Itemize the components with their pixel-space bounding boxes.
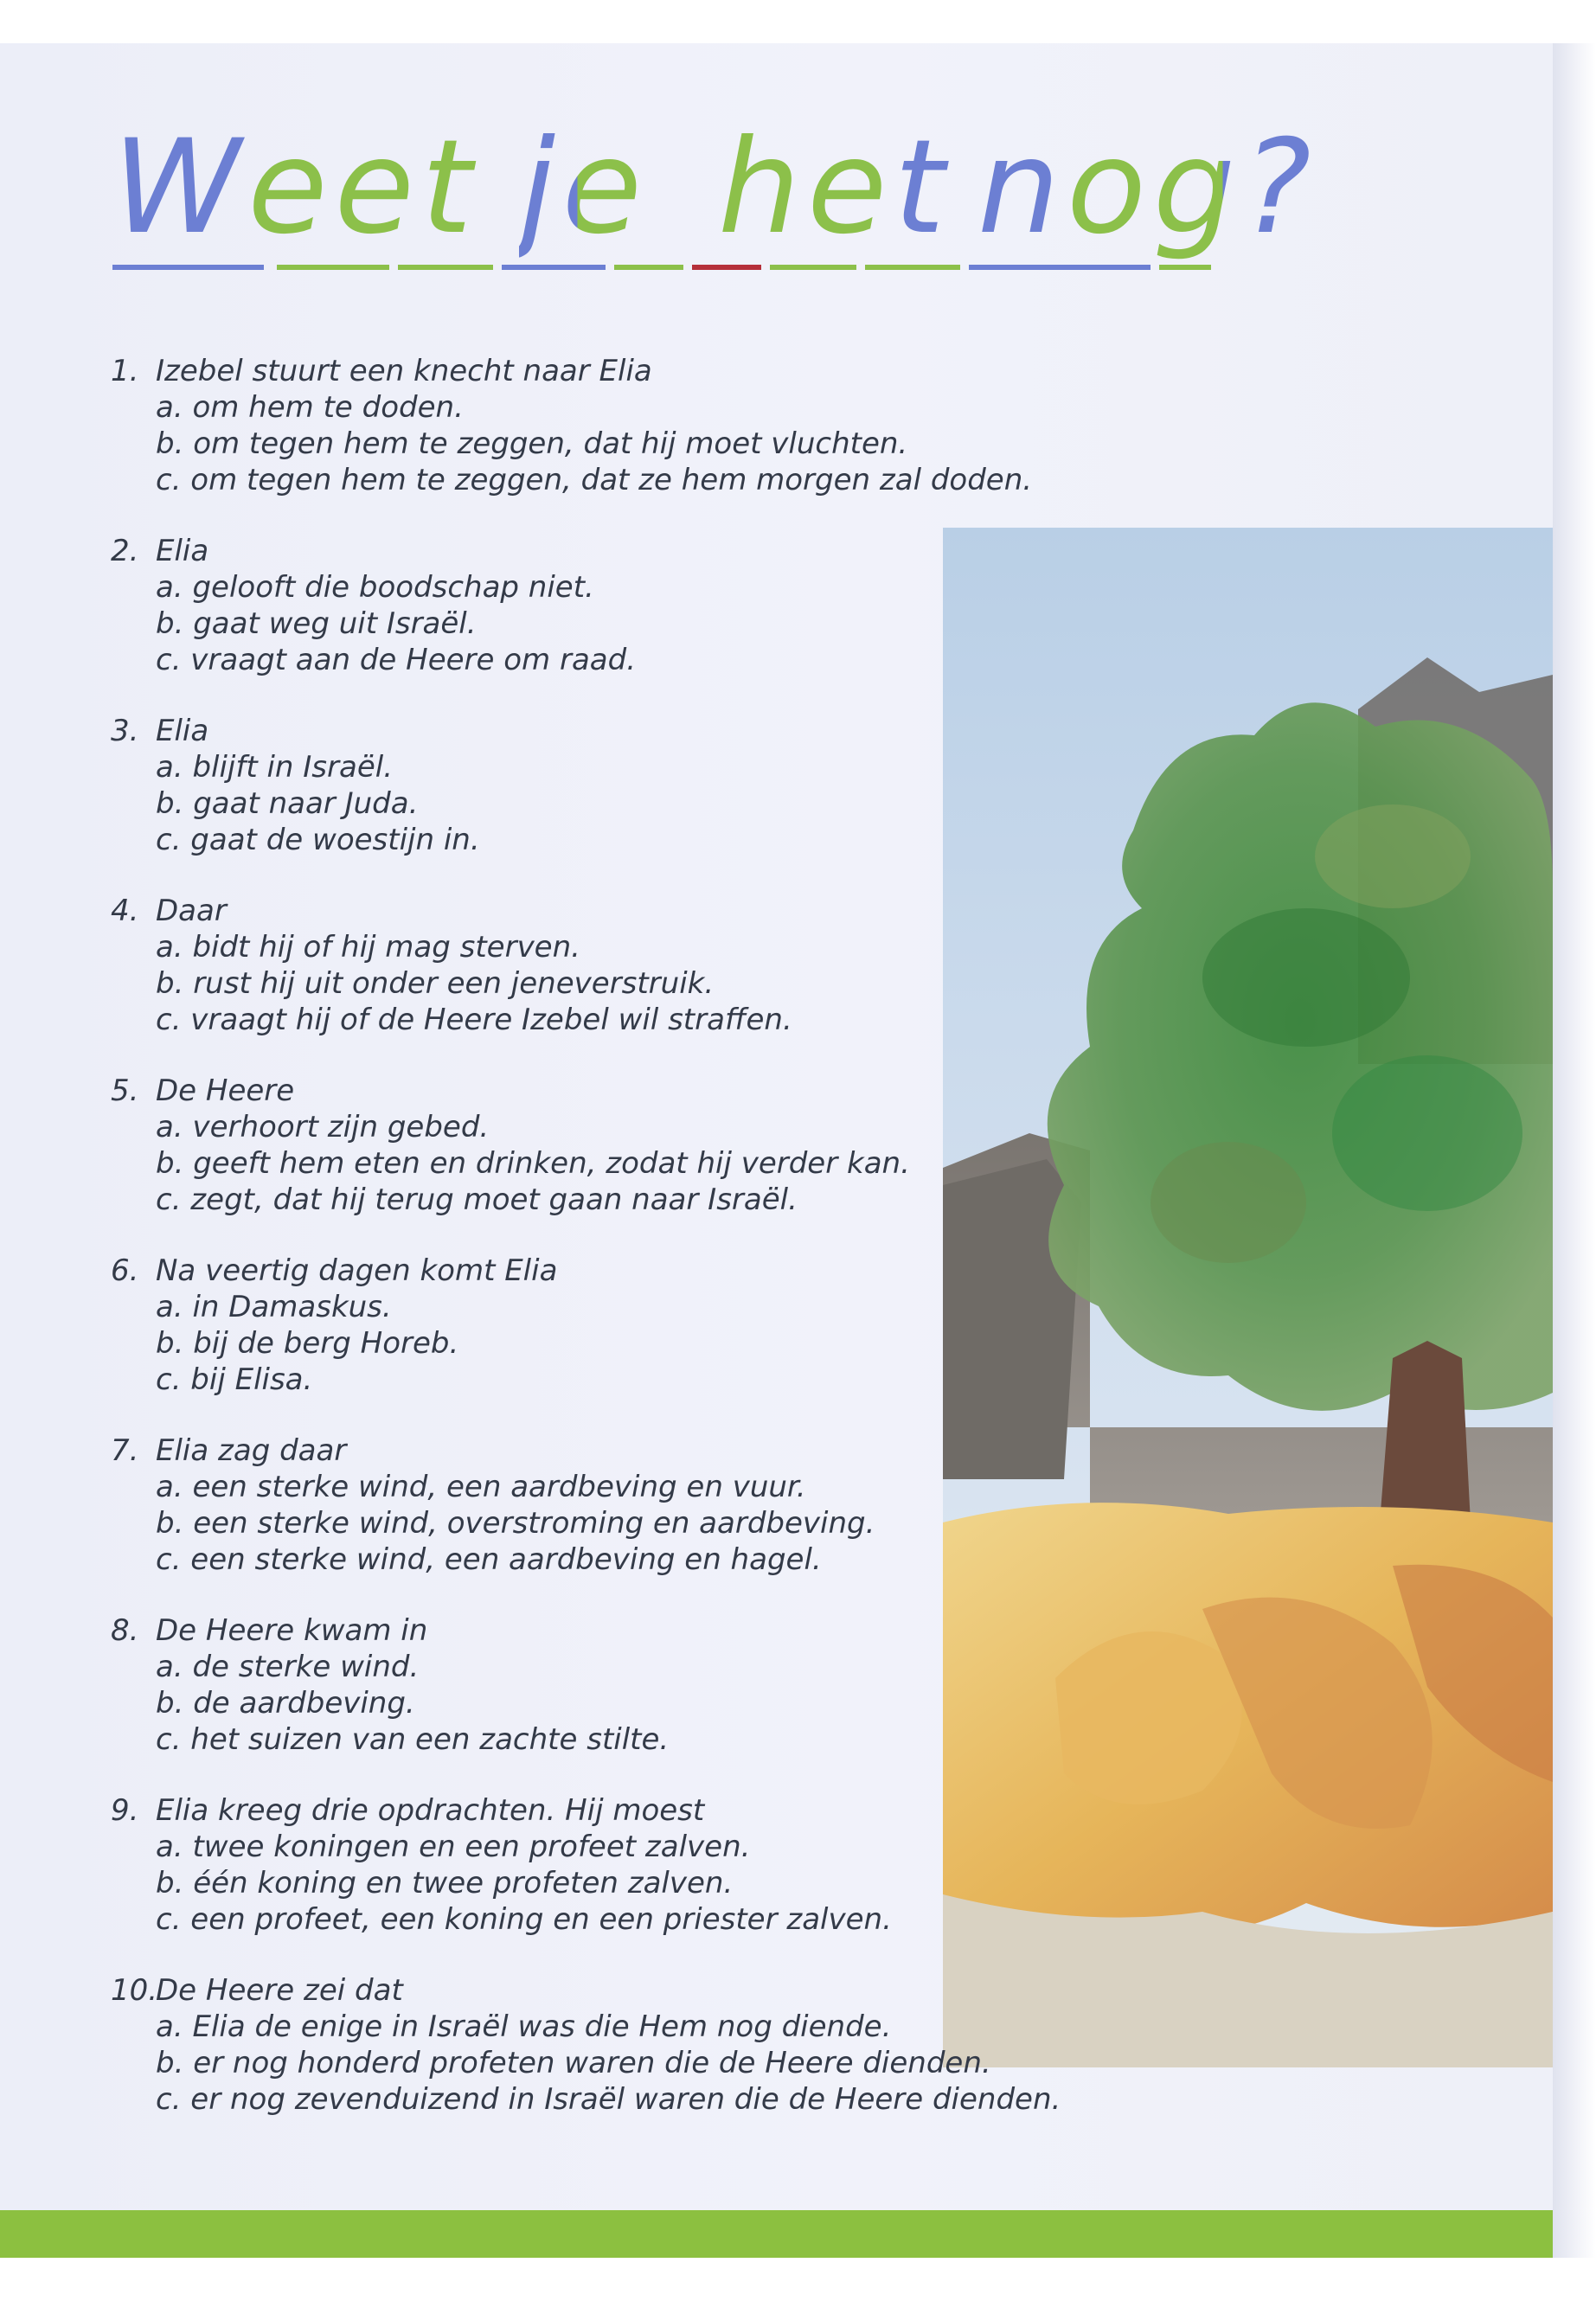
title-guideline — [770, 265, 856, 270]
title-guideline — [865, 265, 960, 270]
answer-option-a: a. twee koningen en een profeet zalven. — [156, 1830, 751, 1864]
workbook-page — [0, 43, 1553, 2258]
answer-option-c: c. om tegen hem te zeggen, dat ze hem morgen zal doden. — [156, 463, 1033, 497]
question-stem — [111, 353, 1149, 389]
title-text-nog: nog? — [977, 112, 1318, 263]
answer-option-b: b. een sterke wind, overstroming en aardbeving. — [156, 1506, 875, 1541]
question-number: 6. — [111, 1253, 139, 1288]
answer-option-c: c. een profeet, een koning en een priester zalven. — [156, 1902, 892, 1937]
question-stem — [111, 1433, 1149, 1469]
question-text: De Heere kwam in — [156, 1613, 428, 1648]
question-text: Elia — [156, 534, 209, 568]
title-text-je: je — [519, 112, 649, 263]
answer-option-a: a. verhoort zijn gebed. — [156, 1110, 490, 1144]
question-text: De Heere zei dat — [156, 1973, 403, 2008]
question-stem — [111, 1253, 1149, 1289]
question-1 — [111, 353, 1149, 498]
answer-option-b: b. de aardbeving. — [156, 1686, 415, 1721]
answer-option-b: b. gaat naar Juda. — [156, 786, 419, 821]
title-guideline — [1159, 265, 1211, 270]
question-number: 3. — [111, 714, 139, 748]
question-number: 10. — [111, 1973, 158, 2008]
question-5 — [111, 1073, 1149, 1218]
question-stem — [111, 1612, 1149, 1649]
question-stem — [111, 1792, 1149, 1829]
title-word-het — [718, 112, 952, 263]
answer-option-b: b. er nog honderd profeten waren die de Heere dienden. — [156, 2046, 991, 2080]
title-guideline — [502, 265, 606, 270]
answer-option-b: b. om tegen hem te zeggen, dat hij moet vluchten. — [156, 426, 908, 461]
question-stem — [111, 1073, 1149, 1109]
answer-option-c: c. een sterke wind, een aardbeving en hagel. — [156, 1542, 822, 1577]
answer-option-b: b. geeft hem eten en drinken, zodat hij verder kan. — [156, 1146, 910, 1181]
answer-option-c: c. vraagt hij of de Heere Izebel wil straffen. — [156, 1003, 792, 1037]
question-6 — [111, 1253, 1149, 1398]
question-text: Izebel stuurt een knecht naar Elia — [156, 354, 652, 388]
answer-option-c: c. zegt, dat hij terug moet gaan naar Israël. — [156, 1183, 798, 1217]
answer-option-b: b. gaat weg uit Israël. — [156, 606, 477, 641]
question-number: 8. — [111, 1613, 139, 1648]
question-number: 7. — [111, 1433, 139, 1468]
answer-option-b: b. één koning en twee profeten zalven. — [156, 1866, 734, 1900]
answer-option-a: a. de sterke wind. — [156, 1650, 420, 1684]
answer-option-a: a. een sterke wind, een aardbeving en vuur. — [156, 1470, 806, 1504]
question-number: 2. — [111, 534, 139, 568]
title-word-nog — [977, 112, 1318, 263]
answer-option-c: c. gaat de woestijn in. — [156, 823, 480, 857]
answer-option-b: b. rust hij uit onder een jeneverstruik. — [156, 966, 715, 1001]
question-stem — [111, 713, 1149, 749]
page-title — [112, 112, 1324, 285]
question-stem — [111, 893, 1149, 929]
question-stem — [111, 1972, 1149, 2009]
answer-option-a: a. in Damaskus. — [156, 1290, 392, 1324]
question-text: Elia zag daar — [156, 1433, 347, 1468]
question-text: Elia — [156, 714, 209, 748]
title-guideline — [969, 265, 1151, 270]
title-guideline — [277, 265, 389, 270]
title-guideline — [692, 265, 761, 270]
title-guideline — [398, 265, 493, 270]
answer-option-a: a. bidt hij of hij mag sterven. — [156, 930, 580, 965]
answer-option-a: a. blijft in Israël. — [156, 750, 394, 785]
answer-option-c: c. er nog zevenduizend in Israël waren die de Heere dienden. — [156, 2082, 1061, 2117]
answer-option-c: c. bij Elisa. — [156, 1362, 313, 1397]
answer-option-a: a. om hem te doden. — [156, 390, 464, 425]
title-word-je — [519, 112, 649, 263]
answer-option-c: c. vraagt aan de Heere om raad. — [156, 643, 637, 677]
question-2 — [111, 533, 1149, 678]
question-number: 9. — [111, 1793, 139, 1828]
title-text-weet: Weet — [112, 112, 479, 263]
question-text: Daar — [156, 894, 227, 928]
question-stem — [111, 533, 1149, 569]
title-word-weet — [112, 112, 479, 263]
question-text: Elia kreeg drie opdrachten. Hij moest — [156, 1793, 705, 1828]
question-number: 4. — [111, 894, 139, 928]
answer-option-b: b. bij de berg Horeb. — [156, 1326, 459, 1361]
question-number: 1. — [111, 354, 139, 388]
page-edge — [1553, 43, 1596, 2258]
title-guideline — [112, 265, 264, 270]
title-text-het: het — [718, 112, 952, 263]
footer-band — [0, 2210, 1553, 2258]
question-text: Na veertig dagen komt Elia — [156, 1253, 558, 1288]
question-text: De Heere — [156, 1074, 295, 1108]
question-number: 5. — [111, 1074, 139, 1108]
question-4 — [111, 893, 1149, 1038]
answer-option-a: a. Elia de enige in Israël was die Hem nog diende. — [156, 2009, 892, 2044]
question-7 — [111, 1433, 1149, 1578]
question-3 — [111, 713, 1149, 858]
question-9 — [111, 1792, 1149, 1938]
question-8 — [111, 1612, 1149, 1758]
answer-option-c: c. het suizen van een zachte stilte. — [156, 1722, 670, 1757]
answer-option-a: a. gelooft die boodschap niet. — [156, 570, 594, 605]
title-guideline — [614, 265, 683, 270]
question-10 — [111, 1972, 1149, 2118]
